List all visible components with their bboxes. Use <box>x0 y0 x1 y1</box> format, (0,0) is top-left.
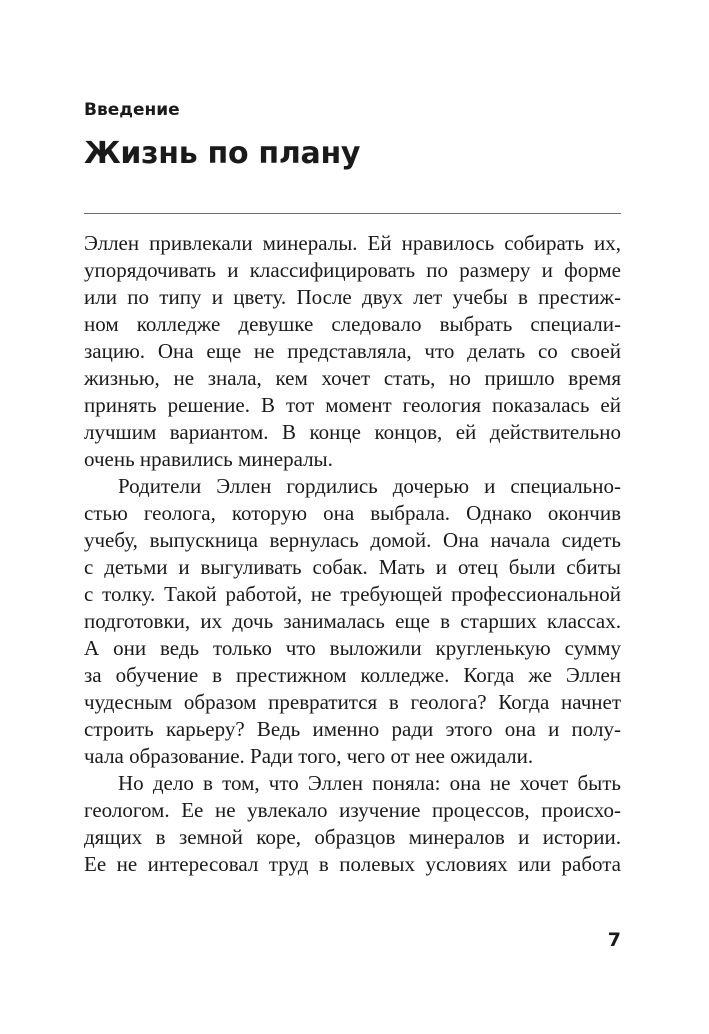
text-line: очень нравились минералы. <box>84 447 333 471</box>
text-line: Но дело в том, что Эллен поняла: она не хочет быть <box>118 771 621 795</box>
paragraph-1 <box>84 230 621 473</box>
text-line: с толку. Такой работой, не требующей профессиональной <box>84 582 621 606</box>
text-line: строить карьеру? Ведь именно ради этого она и полу- <box>84 717 621 741</box>
paragraph-2 <box>84 473 621 770</box>
text-line: чудесным образом превратится в геолога? Когда начнет <box>84 690 621 714</box>
text-line: подготовки, их дочь занималась еще в старших классах. <box>84 609 621 633</box>
text-line: Ее не интересовал труд в полевых условиях или работа <box>84 852 621 876</box>
chapter-title: Жизнь по плану <box>84 136 361 171</box>
body-text <box>84 230 621 878</box>
text-line: А они ведь только что выложили кругленькую сумму <box>84 636 621 660</box>
text-line: за обучение в престижном колледже. Когда же Эллен <box>84 663 621 687</box>
text-line: Родители Эллен гордились дочерью и специально- <box>118 474 621 498</box>
text-line: ном колледже девушке следовало выбрать специали- <box>84 312 621 336</box>
text-line: дящих в земной коре, образцов минералов и истории. <box>84 825 621 849</box>
text-line: жизнью, не знала, кем хочет стать, но пришло время <box>84 366 621 390</box>
text-line: учебу, выпускница вернулась домой. Она начала сидеть <box>84 528 621 552</box>
text-line: стью геолога, которую она выбрала. Однако окончив <box>84 501 621 525</box>
paragraph-3 <box>84 770 621 878</box>
text-line: упорядочивать и классифицировать по размеру и форме <box>84 258 621 282</box>
text-line: Эллен привлекали минералы. Ей нравилось собирать их, <box>84 231 621 255</box>
text-line: зацию. Она еще не представляла, что делать со своей <box>84 339 621 363</box>
text-line: или по типу и цвету. После двух лет учебы в престиж- <box>84 285 621 309</box>
page-number: 7 <box>607 929 621 951</box>
section-label: Введение <box>84 100 180 120</box>
text-line: чала образование. Ради того, чего от нее ожидали. <box>84 744 534 768</box>
text-line: принять решение. В тот момент геология показалась ей <box>84 393 621 417</box>
text-line: геологом. Ее не увлекало изучение процессов, происхо- <box>84 798 621 822</box>
text-line: с детьми и выгуливать собак. Мать и отец были сбиты <box>84 555 621 579</box>
text-line: лучшим вариантом. В конце концов, ей действительно <box>84 420 621 444</box>
title-divider <box>84 213 621 214</box>
